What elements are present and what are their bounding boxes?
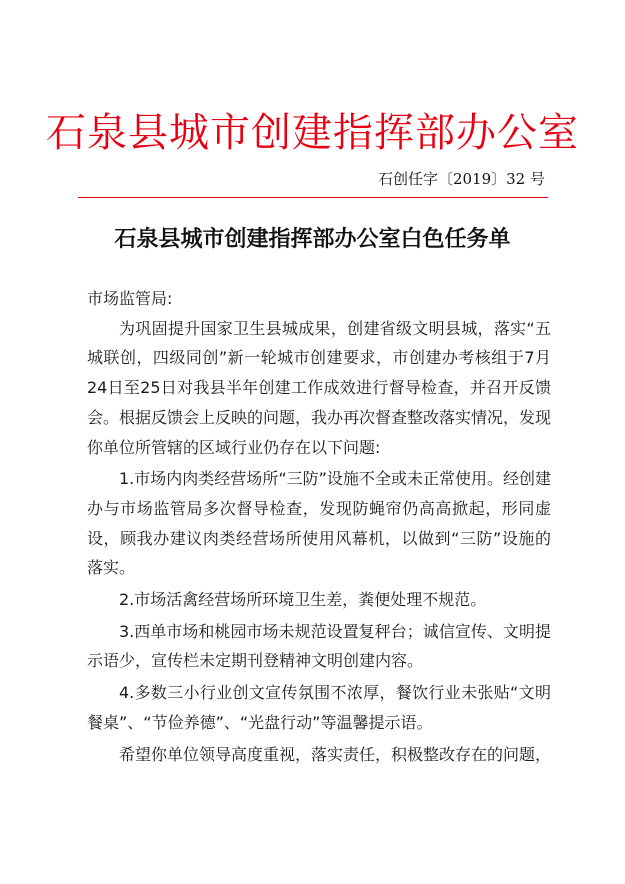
body-paragraph-intro: 为巩固提升国家卫生县城成果，创建省级文明县城，落实“五城联创，四级同创”新一轮城市创建要求，市创建办考核组于7月24日至25日对我县半年创建工作成效进行督导检查，并召开反馈会。根据反馈会上反映的问题，我办再次督查整改落实情况，发现你单位所管辖的区域行业仍存在以下问题: <box>87 318 552 457</box>
red-separator-line <box>78 197 548 198</box>
document-title: 石泉县城市创建指挥部办公室白色任务单 <box>114 226 511 252</box>
document-number: 石创任字〔2019〕32 号 <box>377 170 545 188</box>
body-paragraph-issue-4: 4.多数三小行业创文宣传氛围不浓厚，餐饮行业未张贴“文明餐桌”、“节俭养德”、“光盘行动”等温馨提示语。 <box>87 683 551 732</box>
body-paragraph-issue-2: 2.市场活禽经营场所环境卫生差，粪便处理不规范。 <box>119 590 487 610</box>
salutation: 市场监管局: <box>87 289 173 308</box>
body-paragraph-issue-3: 3.西单市场和桃园市场未规范设置复秤台；诚信宣传、文明提示语少，宣传栏未定期刊登精神文明创建内容。 <box>87 621 551 671</box>
body-paragraph-closing: 希望你单位领导高度重视，落实责任，积极整改存在的问题， <box>119 744 552 764</box>
body-paragraph-issue-1: 1.市场内肉类经营场所“三防”设施不全或未正常使用。经创建办与市场监管局多次督导检查，发现防蝇帘仍高高掀起，形同虚设，顾我办建议肉类经营场所使用风幕机，以做到“三防”设施的落实。 <box>87 469 551 578</box>
document-body <box>87 284 551 769</box>
issuing-organization-header: 石泉县城市创建指挥部办公室 <box>46 110 579 156</box>
